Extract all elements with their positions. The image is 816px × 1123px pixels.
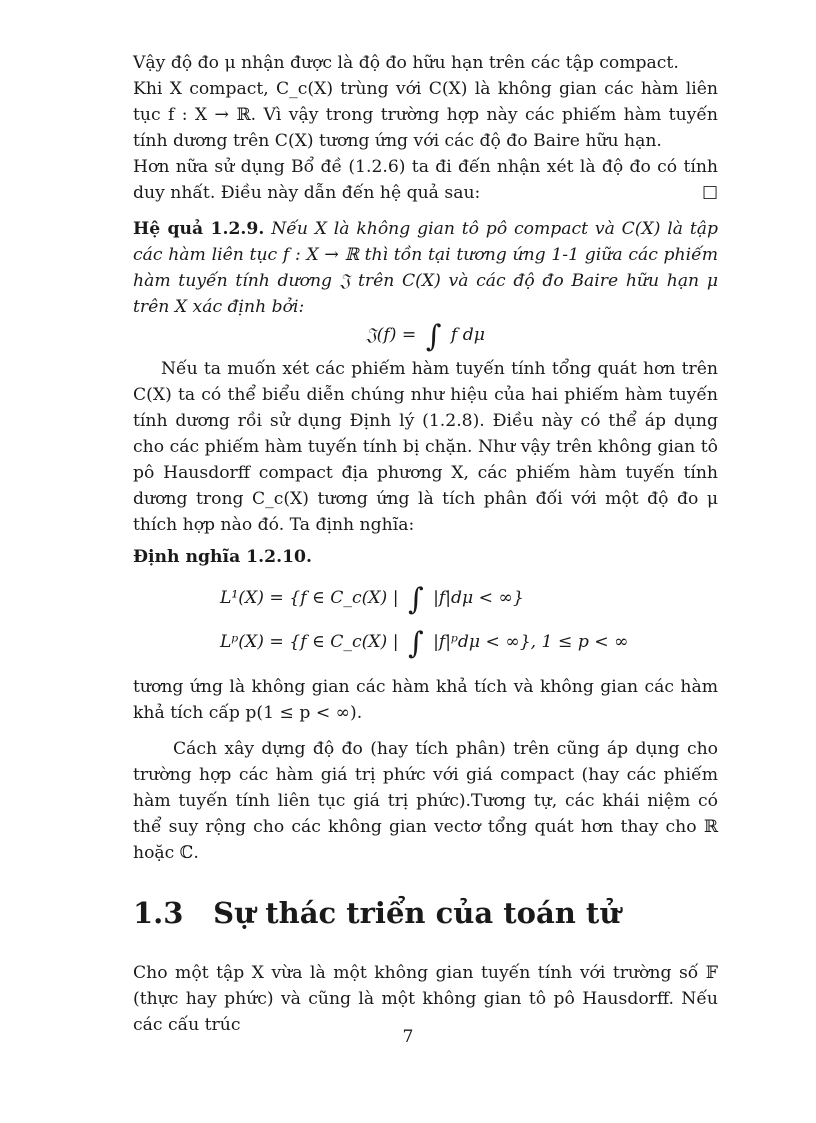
section-heading bbox=[133, 896, 718, 930]
corollary bbox=[133, 216, 718, 320]
section-intro: Cho một tập X vừa là một không gian tuyến tính với trường số 𝔽 (thực hay phức) và cũng là một không gian tô pô Hausdorff. Nếu các cấu trúc bbox=[133, 963, 718, 1035]
paragraph-4: Nếu ta muốn xét các phiếm hàm tuyến tính tổng quát hơn trên C(X) ta có thể biểu diễn chúng như hiệu của hai phiếm hàm tuyến tính dương rồi sử dụng Định lý (1.2.8). Điều này có thể áp dụng cho các phiếm hàm tuyến tính bị chặn. Như vậy trên không gian tô pô Hausdorff compact địa phương X, các phiếm hàm tuyến tính dương trong C_c(X) tương ứng là tích phân đối với một độ đo μ thích hợp nào đó. Ta định nghĩa: bbox=[133, 359, 718, 535]
definition-label: Định nghĩa 1.2.10. bbox=[133, 547, 312, 567]
eq2-lhs: Lᵖ(X) = {f ∈ C_c(X) | bbox=[220, 632, 399, 652]
integral-sign: ∫ bbox=[407, 626, 424, 661]
corollary-text: Nếu X là không gian tô pô compact và C(X) là tập các hàm liên tục f : X → ℝ thì tồn tại tương ứng 1-1 giữa các phiếm hàm tuyến tính dương 𝔍 trên C(X) và các độ đo Baire hữu hạn μ trên X xác định bởi: bbox=[133, 219, 719, 317]
paragraph-2: Khi X compact, C_c(X) trùng với C(X) là không gian các hàm liên tục f : X → ℝ. Vì vậy trong trường hợp này các phiếm hàm tuyến tính dương trên C(X) tương ứng với các độ đo Baire hữu hạn. bbox=[133, 79, 718, 151]
eq2-rhs: |f|ᵖdμ < ∞}, 1 ≤ p < ∞ bbox=[433, 632, 629, 652]
qed-symbol: □ bbox=[701, 182, 718, 202]
equation-lp bbox=[220, 620, 718, 664]
eq1-rhs: |f|dμ < ∞} bbox=[433, 588, 524, 608]
definition-equations bbox=[220, 576, 718, 664]
corollary-label: Hệ quả 1.2.9. bbox=[133, 219, 265, 239]
paragraph-3-text: Hơn nữa sử dụng Bổ đề (1.2.6) ta đi đến nhận xét là độ đo có tính duy nhất. Điều này dẫn đến hệ quả sau: bbox=[133, 157, 718, 203]
page-number: 7 bbox=[402, 1027, 414, 1047]
integral-sign: ∫ bbox=[425, 319, 442, 354]
paragraph-3 bbox=[133, 154, 718, 206]
paragraph-1: Vậy độ đo μ nhận được là độ đo hữu hạn trên các tập compact. bbox=[133, 53, 679, 73]
eq1-lhs: L¹(X) = {f ∈ C_c(X) | bbox=[220, 588, 399, 608]
corollary-equation bbox=[133, 319, 718, 354]
equation-rhs: f dμ bbox=[450, 325, 485, 345]
equation-l1 bbox=[220, 576, 718, 620]
integral-sign: ∫ bbox=[407, 582, 424, 617]
paragraph-5: Cách xây dựng độ đo (hay tích phân) trên cũng áp dụng cho trường hợp các hàm giá trị phức với giá compact (hay các phiếm hàm tuyến tính liên tục giá trị phức).Tương tự, các khái niệm có thể suy rộng cho các không gian vectơ tổng quát hơn thay cho ℝ hoặc ℂ. bbox=[133, 739, 718, 863]
page-body bbox=[133, 50, 718, 866]
section-title: Sự thác triển của toán tử bbox=[213, 896, 621, 930]
equation-lhs: 𝔍(f) = bbox=[366, 325, 417, 345]
section-number: 1.3 bbox=[133, 896, 184, 930]
definition-after: tương ứng là không gian các hàm khả tích và không gian các hàm khả tích cấp p(1 ≤ p < ∞). bbox=[133, 677, 718, 723]
